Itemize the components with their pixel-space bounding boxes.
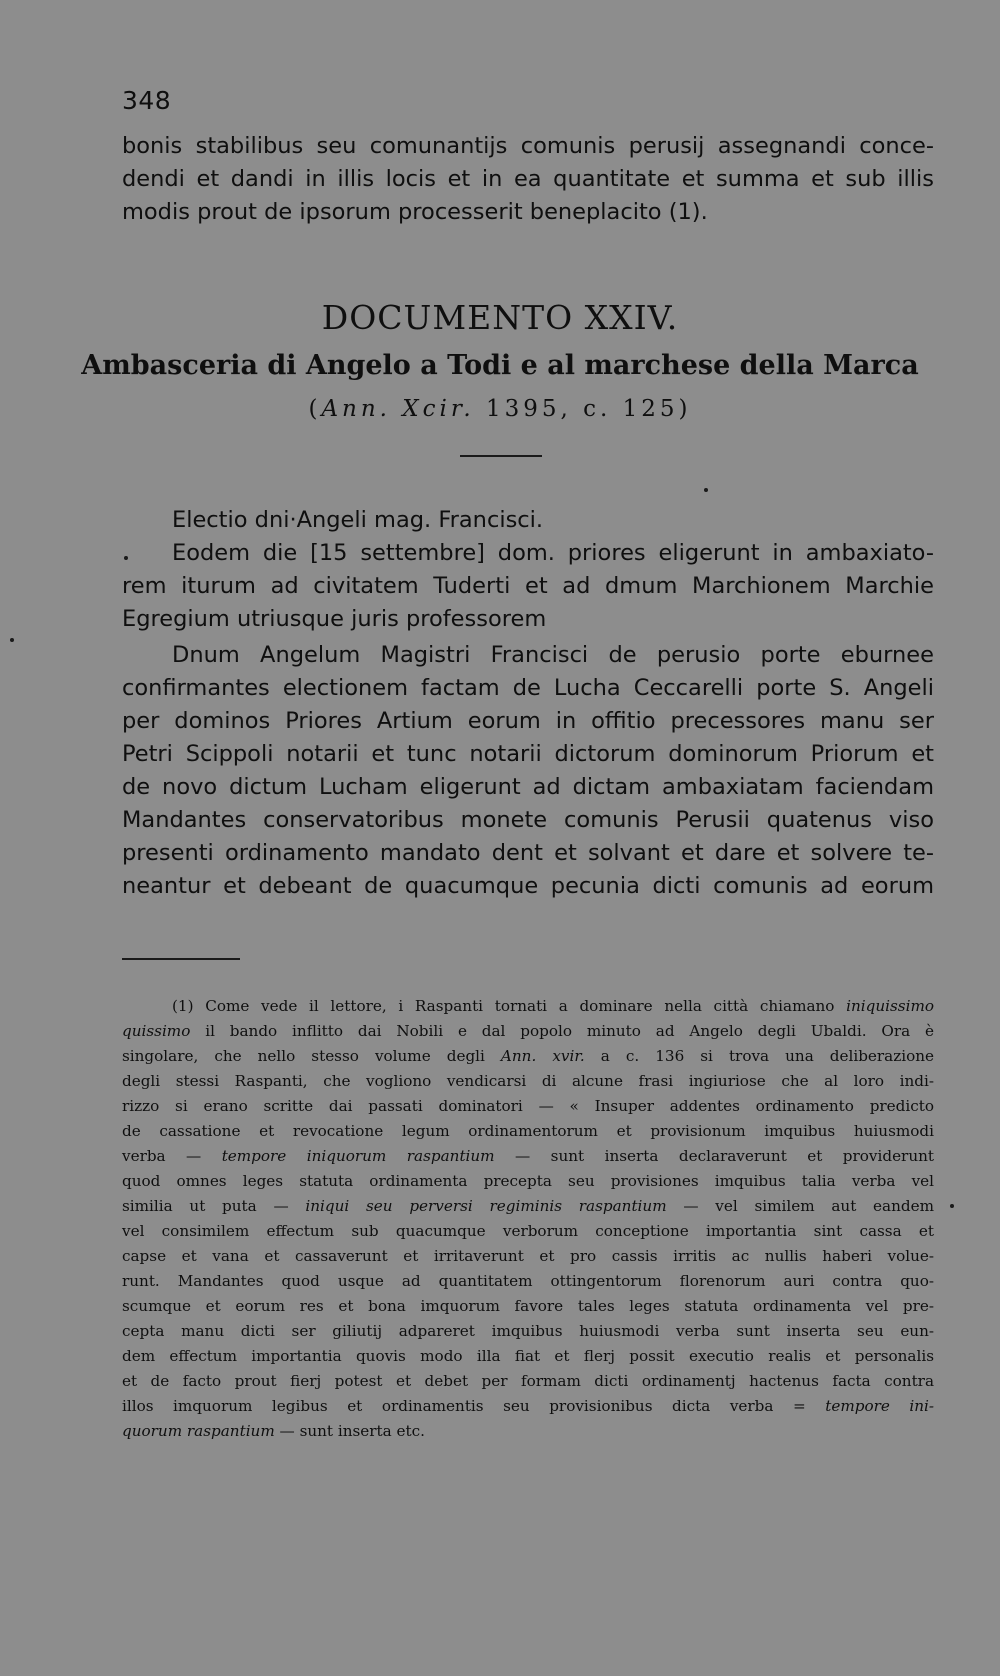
body-line: confirmantes electionem factam de Lucha Ceccarelli porte S. Angeli — [122, 675, 934, 701]
footnote-line: dem effectum importantia quovis modo illa fiat et flerj possit executio realis et personalis — [122, 1347, 934, 1365]
body-line: de novo dictum Lucham eligerunt ad dictam ambaxiatam faciendam — [122, 774, 934, 800]
footnote-line: degli stessi Raspanti, che vogliono vendicarsi di alcune frasi ingiuriose che al loro indi- — [122, 1072, 934, 1090]
reference-italic: Ann. Xcir. — [321, 396, 475, 422]
footnote-divider — [122, 958, 240, 960]
footnote-line: verba — tempore iniquorum raspantium — sunt inserta declaraverunt et providerunt — [122, 1147, 934, 1165]
footnote-line: singolare, che nello stesso volume degli Ann. xvir. a c. 136 si trova una deliberazione — [122, 1047, 935, 1065]
document-title: DOCUMENTO XXIV. — [321, 298, 679, 337]
body-line: neantur et debeant de quacumque pecunia dicti comunis ad eorum — [122, 873, 934, 899]
body-line: Petri Scippoli notarii et tunc notarii dictorum dominorum Priorum et — [122, 741, 934, 767]
footnote-line: vel consimilem effectum sub quacumque verborum conceptione importantia sint cassa et — [122, 1222, 934, 1240]
intro-line: modis prout de ipsorum processerit beneplacito (1). — [122, 199, 708, 225]
body-line: Egregium utriusque juris professorem — [122, 606, 547, 632]
document-reference — [0, 396, 1000, 422]
footnote-line: runt. Mandantes quod usque ad quantitatem ottingentorum florenorum auri contra quo- — [122, 1272, 934, 1290]
body-line: Dnum Angelum Magistri Francisci de perusio porte eburnee — [172, 642, 934, 668]
reference-open-paren: ( — [308, 396, 322, 422]
intro-line: bonis stabilibus seu comunantijs comunis perusij assegnandi conce- — [122, 133, 934, 159]
scan-speck — [124, 556, 128, 560]
scan-speck — [950, 1204, 954, 1208]
section-divider — [460, 455, 542, 457]
footnote-line: quod omnes leges statuta ordinamenta precepta seu provisiones imquibus talia verba vel — [122, 1172, 934, 1190]
footnote-line: scumque et eorum res et bona imquorum favore tales leges statuta ordinamenta vel pre- — [122, 1297, 934, 1315]
scan-speck — [10, 638, 14, 642]
intro-line: dendi et dandi in illis locis et in ea quantitate et summa et sub illis — [122, 166, 934, 192]
footnote-line: illos imquorum legibus et ordinamentis seu provisionibus dicta verba = tempore ini- — [122, 1397, 935, 1415]
body-line: Mandantes conservatoribus monete comunis Perusii quatenus viso — [122, 807, 934, 833]
footnote-line: et de facto prout fierj potest et debet per formam dicti ordinamentj hactenus facta contra — [122, 1372, 934, 1390]
footnote-line: quissimo il bando inflitto dai Nobili e dal popolo minuto ad Angelo degli Ubaldi. Ora è — [122, 1022, 934, 1040]
body-line: rem iturum ad civitatem Tuderti et ad dmum Marchionem Marchie — [122, 573, 934, 599]
scan-speck — [704, 488, 708, 492]
footnote-line: rizzo si erano scritte dai passati dominatori — « Insuper addentes ordinamento predicto — [122, 1097, 934, 1115]
document-subtitle: Ambasceria di Angelo a Todi e al marchese della Marca — [81, 350, 919, 381]
footnote-line: de cassatione et revocatione legum ordinamentorum et provisionum imquibus huiusmodi — [122, 1122, 934, 1140]
footnote-line: quorum raspantium — sunt inserta etc. — [122, 1422, 425, 1440]
body-line: Eodem die [15 settembre] dom. priores eligerunt in ambaxiato- — [172, 540, 934, 566]
body-line: presenti ordinamento mandato dent et solvant et dare et solvere te- — [122, 840, 934, 866]
footnote-line: similia ut puta — iniqui seu perversi regiminis raspantium — vel similem aut eandem — [122, 1197, 934, 1215]
footnote-line: cepta manu dicti ser giliutij adpareret imquibus huiusmodi verba sunt inserta seu eun- — [122, 1322, 934, 1340]
body-line: per dominos Priores Artium eorum in offitio precessores manu ser — [122, 708, 934, 734]
footnote-line: (1) Come vede il lettore, i Raspanti tornati a dominare nella città chiamano iniquissimo — [172, 997, 934, 1015]
page-number: 348 — [122, 86, 172, 115]
election-heading: Electio dni·Angeli mag. Francisci. — [172, 507, 544, 533]
footnote-line: capse et vana et cassaverunt et irritaverunt et pro cassis irritis ac nullis haberi volue- — [122, 1247, 934, 1265]
reference-rest: 1395, c. 125) — [474, 396, 692, 422]
